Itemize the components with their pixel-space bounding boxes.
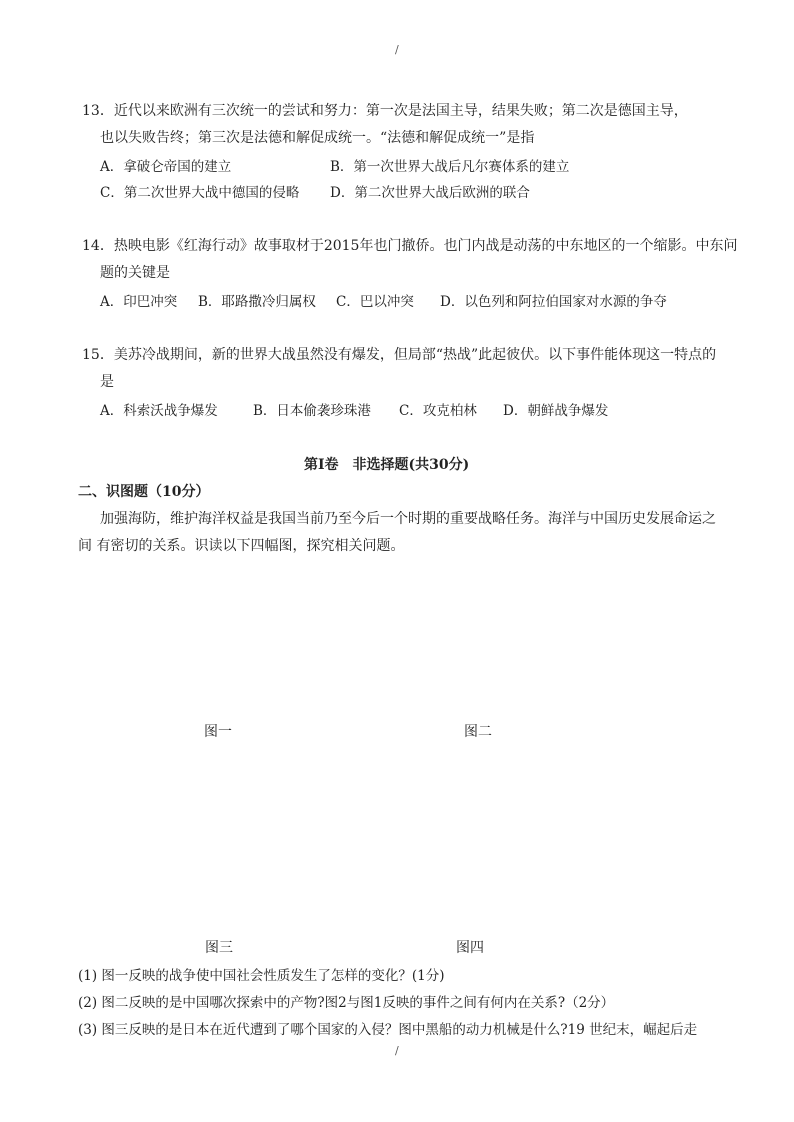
figure-4-caption: 图四 [456,940,484,956]
question-13-line-1: 13．近代以来欧洲有三次统一的尝试和努力：第一次是法国主导，结果失败；第二次是德国主导， [82,103,688,119]
figure-1-caption: 图一 [204,724,232,740]
question-15-option-a: A．科索沃战争爆发 [100,403,218,419]
top-page-marker: / [395,43,399,56]
question-13-line-2: 也以失败告终；第三次是法德和解促成统一。“法德和解促成统一”是指 [100,130,535,146]
question-15-line-2: 是 [100,374,114,390]
question-14-option-a: A．印巴冲突 [100,294,178,310]
question-13-option-a: A．拿破仑帝国的建立 [100,159,232,175]
question-15-option-c: C．攻克柏林 [399,403,477,419]
subquestion-2: (2) 图二反映的是中国哪次探索中的产物?图2与图1反映的事件之间有何内在关系?（2分） [78,995,615,1011]
question-14-option-b: B．耶路撒冷归属权 [198,294,316,310]
section-2-intro-line-1: 加强海防，维护海洋权益是我国当前乃至今后一个时期的重要战略任务。海洋与中国历史发展命运之 [100,511,716,527]
question-14-option-c: C．巴以冲突 [336,294,414,310]
question-13-option-b: B．第一次世界大战后凡尔赛体系的建立 [330,159,570,175]
subquestion-3: (3) 图三反映的是日本在近代遭到了哪个国家的入侵？图中黑船的动力机械是什么?19 世纪末，崛起后走 [78,1022,698,1038]
question-13-option-c: C．第二次世界大战中德国的侵略 [100,185,300,201]
question-13-option-d: D．第二次世界大战后欧洲的联合 [330,185,530,201]
part-2-title: 第Ⅰ卷 非选择题(共30分) [304,457,470,473]
section-2-heading: 二、识图题（10分） [78,484,210,500]
section-2-intro-line-2: 间 有密切的关系。识读以下四幅图，探究相关问题。 [78,538,405,554]
figure-2-caption: 图二 [464,724,492,740]
question-14-option-d: D．以色列和阿拉伯国家对水源的争夺 [440,294,667,310]
subquestion-1: (1) 图一反映的战争使中国社会性质发生了怎样的变化？(1分) [78,968,445,984]
question-15-option-b: B．日本偷袭珍珠港 [253,403,371,419]
figure-3-caption: 图三 [205,940,233,956]
question-14-line-1: 14．热映电影《红海行动》故事取材于2015年也门撤侨。也门内战是动荡的中东地区的一个缩影。中东问 [82,238,738,254]
question-14-line-2: 题的关键是 [100,265,170,281]
bottom-page-marker: / [395,1044,399,1057]
question-15-option-d: D．朝鲜战争爆发 [503,403,609,419]
question-15-line-1: 15．美苏冷战期间，新的世界大战虽然没有爆发，但局部“热战”此起彼伏。以下事件能体现这一特点的 [82,347,717,363]
